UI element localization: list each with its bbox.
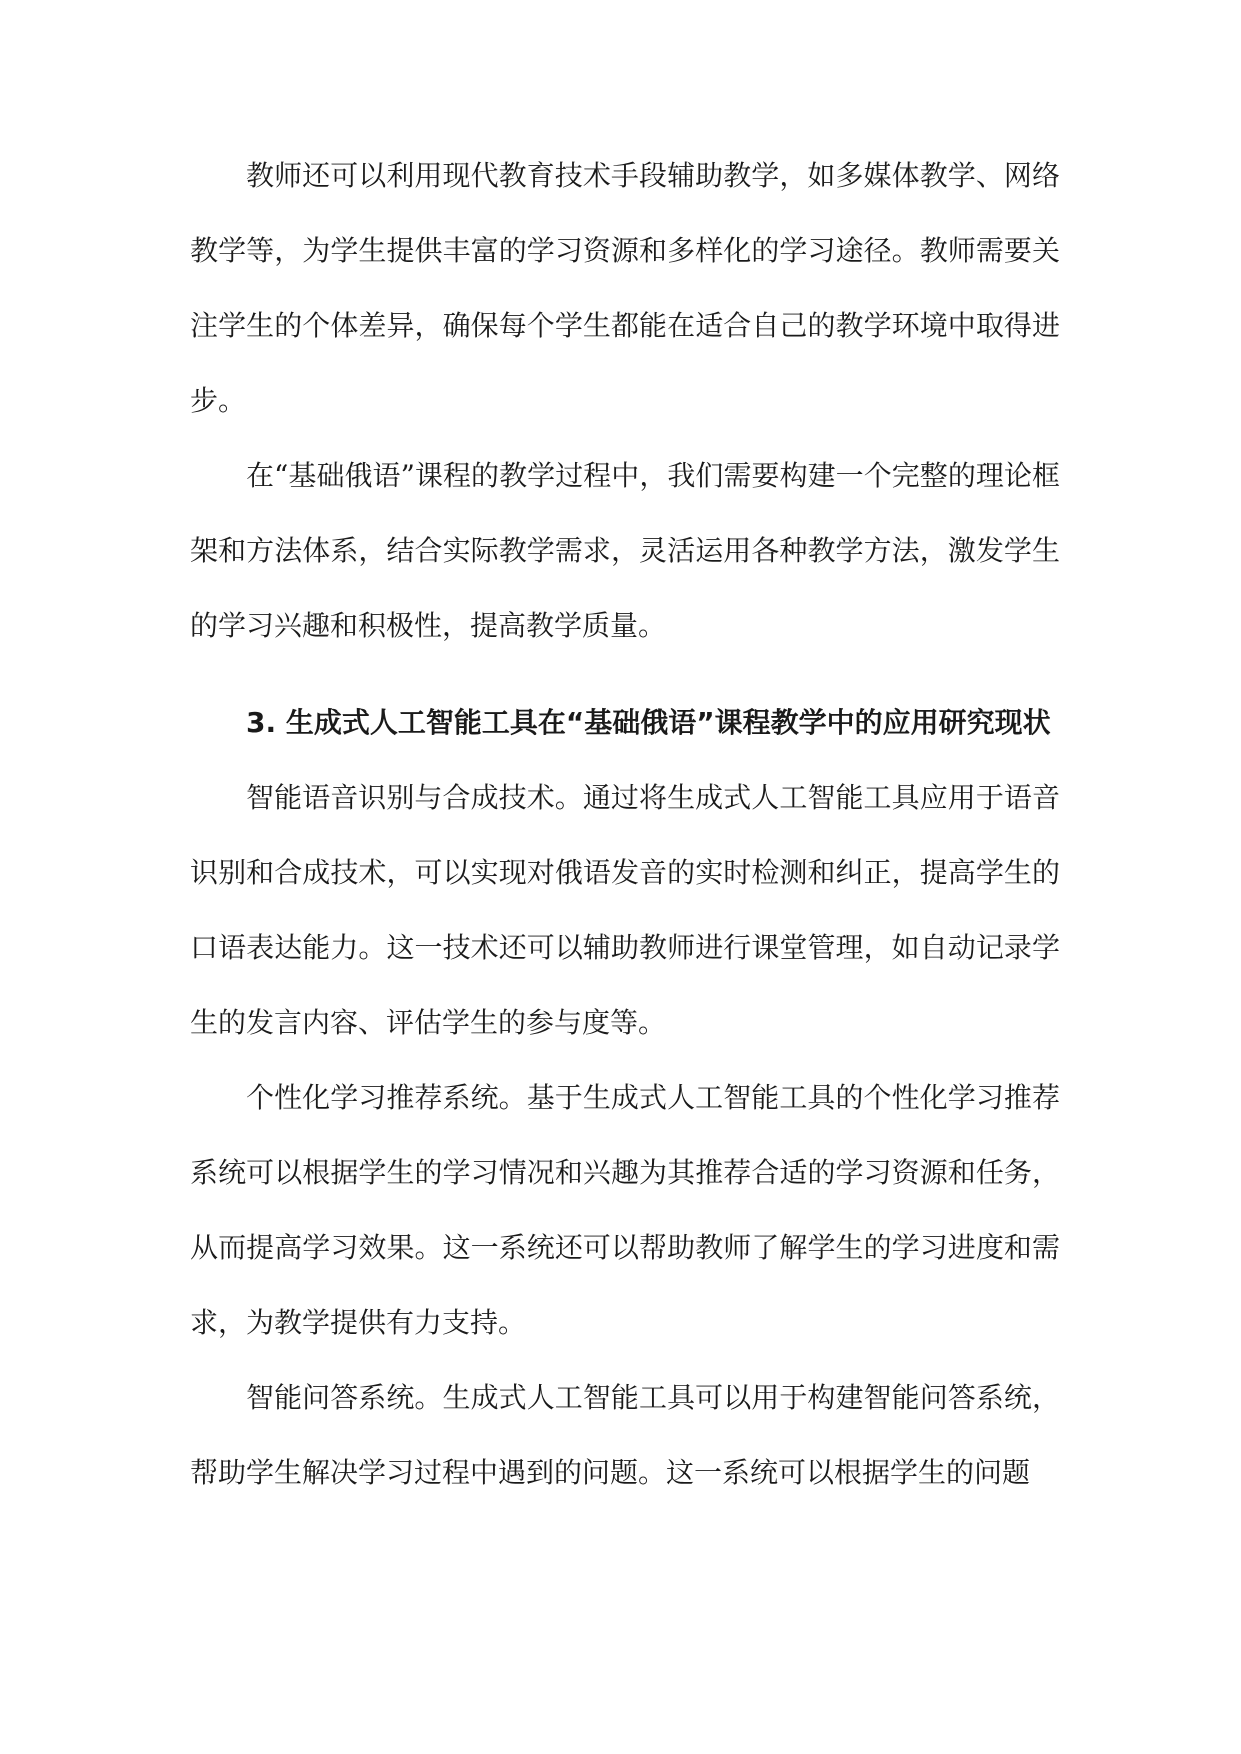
section-heading-3: 3. 生成式人工智能工具在“基础俄语”课程教学中的应用研究现状	[246, 706, 1051, 739]
paragraph-speech-recognition: 智能语音识别与合成技术。通过将生成式人工智能工具应用于语音识别和合成技术，可以实现对俄语发音的实时检测和纠正，提高学生的口语表达能力。这一技术还可以辅助教师进行课堂管理，如自动记录学生的发言内容、评估学生的参与度等。	[190, 781, 1060, 1039]
paragraph-multimedia-teaching: 教师还可以利用现代教育技术手段辅助教学，如多媒体教学、网络教学等，为学生提供丰富的学习资源和多样化的学习途径。教师需要关注学生的个体差异，确保每个学生都能在适合自己的教学环境中取得进步。	[190, 159, 1060, 417]
document-body	[190, 138, 1060, 1510]
paragraph-recommendation-system: 个性化学习推荐系统。基于生成式人工智能工具的个性化学习推荐系统可以根据学生的学习情况和兴趣为其推荐合适的学习资源和任务，从而提高学习效果。这一系统还可以帮助教师了解学生的学习进度和需求，为教学提供有力支持。	[190, 1081, 1060, 1339]
paragraph-qa-system: 智能问答系统。生成式人工智能工具可以用于构建智能问答系统，帮助学生解决学习过程中遇到的问题。这一系统可以根据学生的问题	[190, 1381, 1060, 1489]
paragraph-theoretical-framework: 在“基础俄语”课程的教学过程中，我们需要构建一个完整的理论框架和方法体系，结合实际教学需求，灵活运用各种教学方法，激发学生的学习兴趣和积极性，提高教学质量。	[190, 459, 1060, 642]
